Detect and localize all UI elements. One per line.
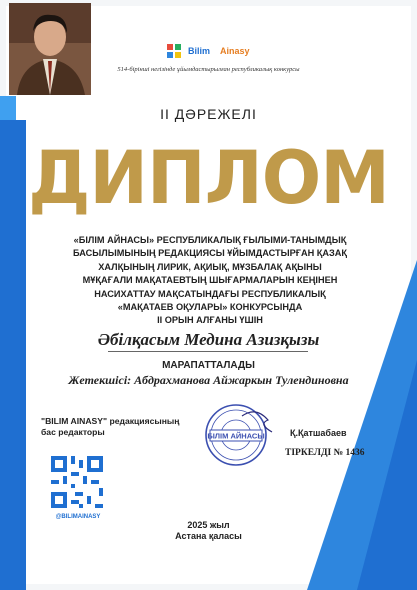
stamp-text: БІЛІМ АЙНАСЫ: [207, 431, 265, 441]
logo-mark-icon: [166, 43, 182, 59]
editor-title: [41, 416, 181, 438]
description-line: ХАЛҚЫНЫҢ ЛИРИК, АҚИЫҚ, МҰЗБАЛАҚ АҚЫНЫ: [98, 261, 322, 272]
award-description: [40, 234, 380, 328]
diploma-title: ДИПЛОМ: [28, 134, 389, 222]
award-verb: МАРАПАТТАЛАДЫ: [162, 360, 255, 371]
poet-portrait: [9, 3, 91, 95]
issue-year: 2025 жыл: [187, 520, 230, 530]
editor-line-2: бас редакторы: [41, 427, 105, 437]
qr-code[interactable]: [51, 456, 103, 508]
bilim-ainasy-logo: [166, 42, 250, 60]
degree-heading: ІІ ДӘРЕЖЕЛІ: [160, 106, 257, 122]
recipient-underline: [108, 351, 308, 352]
right-corner-decoration-dark: [357, 360, 417, 590]
supervisor-line: Жетекшісі: Абдрахманова Айжаркын Тулендиновна: [68, 373, 349, 387]
qr-caption: @BILIMAINASY: [55, 514, 101, 520]
description-line: НАСИХАТТАУ МАҚСАТЫНДАҒЫ РЕСПУБЛИКАЛЫҚ: [94, 288, 326, 299]
official-stamp: [196, 402, 280, 468]
description-line: ІІ ОРЫН АЛҒАНЫ ҮШІН: [157, 315, 263, 326]
logo-text-bilim: Bilim: [188, 46, 211, 56]
logo-text-ainasy: Ainasy: [220, 46, 250, 56]
description-line: «БІЛІМ АЙНАСЫ» РЕСПУБЛИКАЛЫҚ ҒЫЛЫМИ-ТАНЫМДЫҚ: [73, 235, 347, 245]
editor-line-1: "BILIM AINASY" редакциясының: [41, 416, 180, 426]
description-line: БАСЫЛЫМЫНЫҢ РЕДАКЦИЯСЫ ҰЙЫМДАСТЫРҒАН ҚАЗАҚ: [72, 248, 348, 259]
recipient-name: Әбілқасым Медина Азизқызы: [97, 330, 320, 349]
description-line: «МАҚАТАЕВ ОҚУЛАРЫ» КОНКУРСЫНДА: [117, 302, 303, 313]
registration-number: ТІРКЕЛДІ № 1436: [285, 448, 365, 458]
signer-name: Қ.Қатшабаев: [290, 428, 347, 438]
description-line: МҰҚАҒАЛИ МАҚАТАЕВТЫҢ ШЫҒАРМАЛАРЫН КЕҢІНЕН: [82, 275, 338, 286]
issue-city: Астана қаласы: [175, 531, 242, 541]
contest-subtitle: 514-бірінші негізінде ұйымдастырылған республикалық конкурсы: [117, 66, 300, 73]
